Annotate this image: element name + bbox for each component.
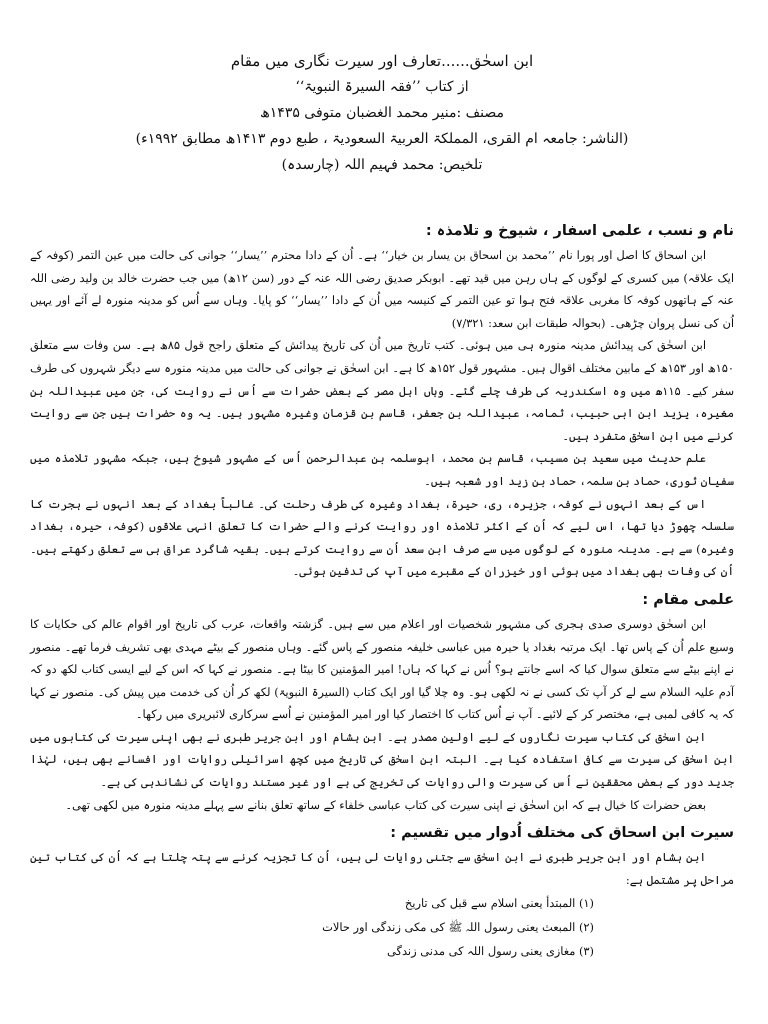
section-title-taqseem: سیرت ابن اسحاق کی مختلف اُدوار میں تقسیم : (390, 825, 734, 842)
paragraph: اس کے بعد انہوں نے کوفہ، جزیرہ، ری، حیرۃ، بغداد وغیرہ کی طرف رحلت کی۔ غالباً بغداد کے بعد انہوں نے ہجرت کا سلسلہ چھوڑ دیا تھا، اس لیے کہ اُن کے اکثر تلامذہ اور روایت کرنے والے حضرات کا تعلق انہی علاقوں (کوفہ، حیرہ، بغداد وغیرہ) سے ہے۔ مدینہ منورہ کے لوگوں میں سے صرف ابن سعد اُن سے روایت کرتے ہیں۔ بقیہ شاگرد عراق ہی سے تعلق رکھتے ہیں۔ اُن کی وفات بھی بغداد میں ہوئی اور خیزران کے مقبرے میں آپ کی تدفین ہوئی۔ (30, 496, 734, 579)
paragraph: ابن اسحٰق کی پیدائش مدینہ منورہ ہی میں ہوئی۔ کتب تاریخ میں اُن کی تاریخ پیدائش کے متعلق راجح قول ۸۵ھ ہے۔ سن وفات سے متعلق ۱۵۰ھ اور ۱۵۳ھ کے مابین مختلف اقوال ہیں۔ مشہور قول ۱۵۲ھ کا ہے۔ ابن اسحٰق نے جوانی کی حالت میں مدینہ منورہ سے دیگر شہروں کی طرف سفر کیے۔ ۱۱۵ھ میں وہ اسکندریہ کی طرف چلے گئے۔ وہاں اہل مصر کے بعض حضرات سے اُس نے روایت کی، جن میں عبیداللہ بن مغیرہ، یزید ابن ابی حبیب، ثمامہ، عبیداللہ بن جعفر، قاسم بن قزمان وغیرہ مشہور ہیں۔ یہ وہ حضرات ہیں جن سے روایت کرنے میں ابن اسحٰق متفرد ہیں۔ (30, 338, 735, 443)
paragraph: علم حدیث میں سعید بن مسیب، قاسم بن محمد، ابوسلمہ بن عبدالرحمن اُس کے مشہور شیوخ ہیں، جبکہ مشہور تلامذہ میں سفیان ثوری، حماد بن سلمہ، حماد بن زید اور شعبہ ہیں۔ (30, 451, 734, 488)
publisher-line: (الناشر: جامعہ ام القری، المملکۃ العربیۃ السعودیۃ ، طبع دوم ۱۴۱۳ھ مطابق ۱۹۹۲ء) (135, 131, 629, 147)
paragraph: ابن اسحٰق کی کتاب سیرت نگاروں کے لیے اولین مصدر ہے۔ ابن ہشام اور ابن جریر طبری نے بھی اپنی سیرت کی کتابوں میں ابن اسحٰق کی سیرت سے کافی استفادہ کیا ہے۔ البتہ ابن اسحٰق کی تاریخ میں کچھ اسرائیلی روایات اور افسانے بھی ہیں، لہٰذا جدید دور کے بعض محققین نے اُس کی سیرت والی روایات کی تخریج کی ہے اور غیر مستند روایات کی نشاندہی کی ہے۔ (30, 729, 734, 790)
section-title-maqam: علمی مقام : (642, 591, 734, 608)
document-header (30, 48, 734, 178)
article-title: ابن اسحٰق......تعارف اور سیرت نگاری میں مقام (230, 52, 534, 70)
list-item: (۲) المبعث یعنی رسول اللہ ﷺ کی مکی زندگی اور حالات (322, 920, 594, 935)
paragraph: ابن اسحٰق دوسری صدی ہجری کی مشہور شخصیات اور اعلام میں سے ہیں۔ گزشتہ واقعات، عرب کی تاریخ اور اقوام عالم کی حکایات کا وسیع علم اُن کے پاس تھا۔ ایک مرتبہ بغداد یا حیرہ میں عباسی خلیفہ منصور کے پاس گئے۔ وہاں منصور کے بیٹے مہدی بھی تشریف فرما تھے۔ منصور نے اپنے بیٹے سے متعلق سوال کیا کہ اسے جانتے ہو؟ اُس نے کہا کہ ہاں! امیر المؤمنین کا بیٹا ہے۔ منصور نے کہا کہ اس کے لیے ایسی کتاب لکھ دو کہ آدم علیہ السلام سے لے کر آپ تک کسی نے نہ لکھی ہو۔ وہ چلا گیا اور ایک کتاب (السیرۃ النبویۃ) لکھ کر اُن کی خدمت میں پیش کی۔ منصور نے کہا کہ یہ کافی لمبی ہے، مختصر کر کے لائیے۔ آپ نے اُس کتاب کا اختصار کیا اور امیر المؤمنین نے اُسے سرکاری لائبریری میں رکھا۔ (30, 616, 734, 722)
list-item: (۳) مغازی یعنی رسول اللہ کی مدنی زندگی (387, 944, 594, 959)
paragraph: ابن اسحاق کا اصل اور پورا نام ’’محمد بن اسحاق بن یسار بن خیار‘‘ ہے۔ اُن کے دادا محترم ’’یسار‘‘ جوانی کی حالت میں عین التمر (کوفہ کے ایک علاقہ) میں کسری کے لوگوں کے ہاں رہن میں قید تھے۔ ابوبکر صدیق رضی اللہ عنہ کے دور (سن ۱۲ھ) میں جب حضرت خالد بن ولید رضی اللہ عنہ کے ہاتھوں کوفہ کا مغربی علاقہ فتح ہوا تو عین التمر کے کنیسہ میں اُن کے دادا ’’یسار‘‘ کو پایا۔ وہاں سے اُس کو مدینہ منورہ لے آئے اور یہیں اُن کی نسل پروان چڑھی۔ (بحوالہ طبقات ابن سعد: ۷/۳۲۱) (30, 248, 734, 330)
paragraph: بعض حضرات کا خیال ہے کہ ابن اسحٰق نے اپنی سیرت کی کتاب عباسی خلفاء کے ساتھ تعلق بنانے سے پہلے مدینہ منورہ میں لکھی تھی۔ (65, 797, 706, 812)
list-item: (۱) المبتدأ یعنی اسلام سے قبل کی تاریخ (404, 896, 594, 911)
book-source: از کتاب ’’فقہ السیرۃ النبویۃ‘‘ (295, 79, 469, 95)
author-line: مصنف :منیر محمد الغضبان متوفی ۱۴۳۵ھ (260, 105, 504, 121)
summary-by-line: تلخیص: محمد فہیم اللہ (چارسدہ) (281, 157, 483, 173)
section-title-nasab: نام و نسب ، علمی اسفار ، شیوخ و تلامذہ : (425, 223, 734, 239)
paragraph: ابن ہشام اور ابن جریر طبری نے ابن اسحٰق سے جتنی روایات لی ہیں، اُن کا تجزیہ کرنے سے پتہ چلتا ہے کہ اُن کی کتاب تین مراحل پر مشتمل ہے: (30, 850, 734, 887)
